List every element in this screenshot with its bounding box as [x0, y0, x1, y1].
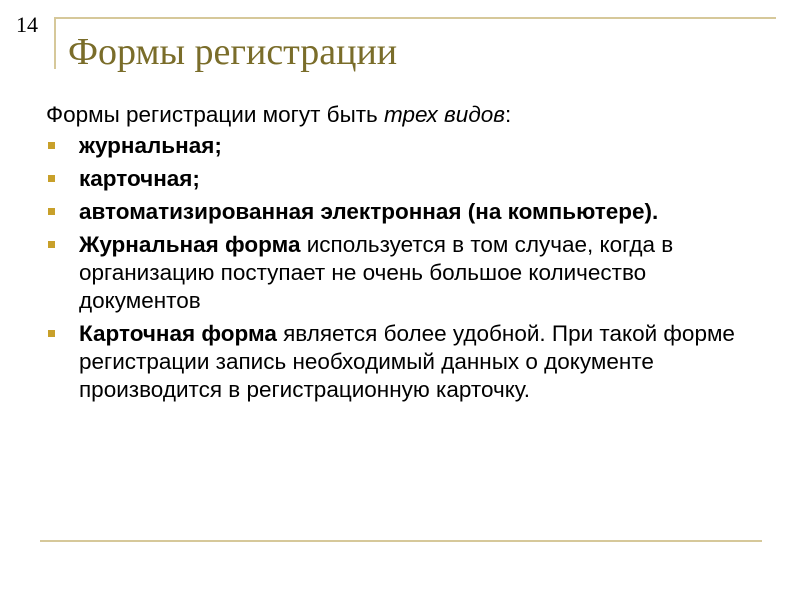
bullet-item-card-description [46, 320, 766, 404]
square-bullet-icon [48, 175, 55, 182]
intro-emphasis: трех видов [384, 102, 506, 127]
slide-number: 14 [16, 12, 38, 37]
square-bullet-icon [48, 142, 55, 149]
bullet-bold-text: Карточная форма [79, 321, 277, 346]
bottom-divider-line [40, 540, 762, 542]
bullet-text: является более удобной. При такой форме регистрации запись необходимый данных о документе производится в регистрационную карточку. [79, 321, 735, 402]
intro-colon: : [505, 102, 512, 127]
bullet-bold-text: карточная; [79, 166, 200, 191]
bullet-text: используется в том случае, когда в организацию поступает не очень большое количество документов [79, 232, 674, 313]
square-bullet-icon [48, 208, 55, 215]
intro-paragraph [46, 101, 766, 129]
bullet-bold-text: Журнальная форма [79, 232, 301, 257]
bullet-item-journal-description [46, 231, 766, 315]
title-frame-horizontal-line [54, 17, 776, 19]
bullet-item-card [46, 165, 766, 193]
square-bullet-icon [48, 241, 55, 248]
intro-text: Формы регистрации могут быть [46, 102, 385, 127]
bullet-item-journal [46, 132, 766, 160]
slide-content [46, 101, 766, 409]
bullet-list [46, 132, 766, 404]
bullet-bold-text: журнальная; [79, 133, 222, 158]
square-bullet-icon [48, 330, 55, 337]
bullet-bold-text: автоматизированная электронная (на компьютере). [79, 199, 659, 224]
slide-title: Формы регистрации [68, 31, 398, 73]
bullet-item-electronic [46, 198, 766, 226]
title-frame-vertical-line [54, 17, 56, 69]
